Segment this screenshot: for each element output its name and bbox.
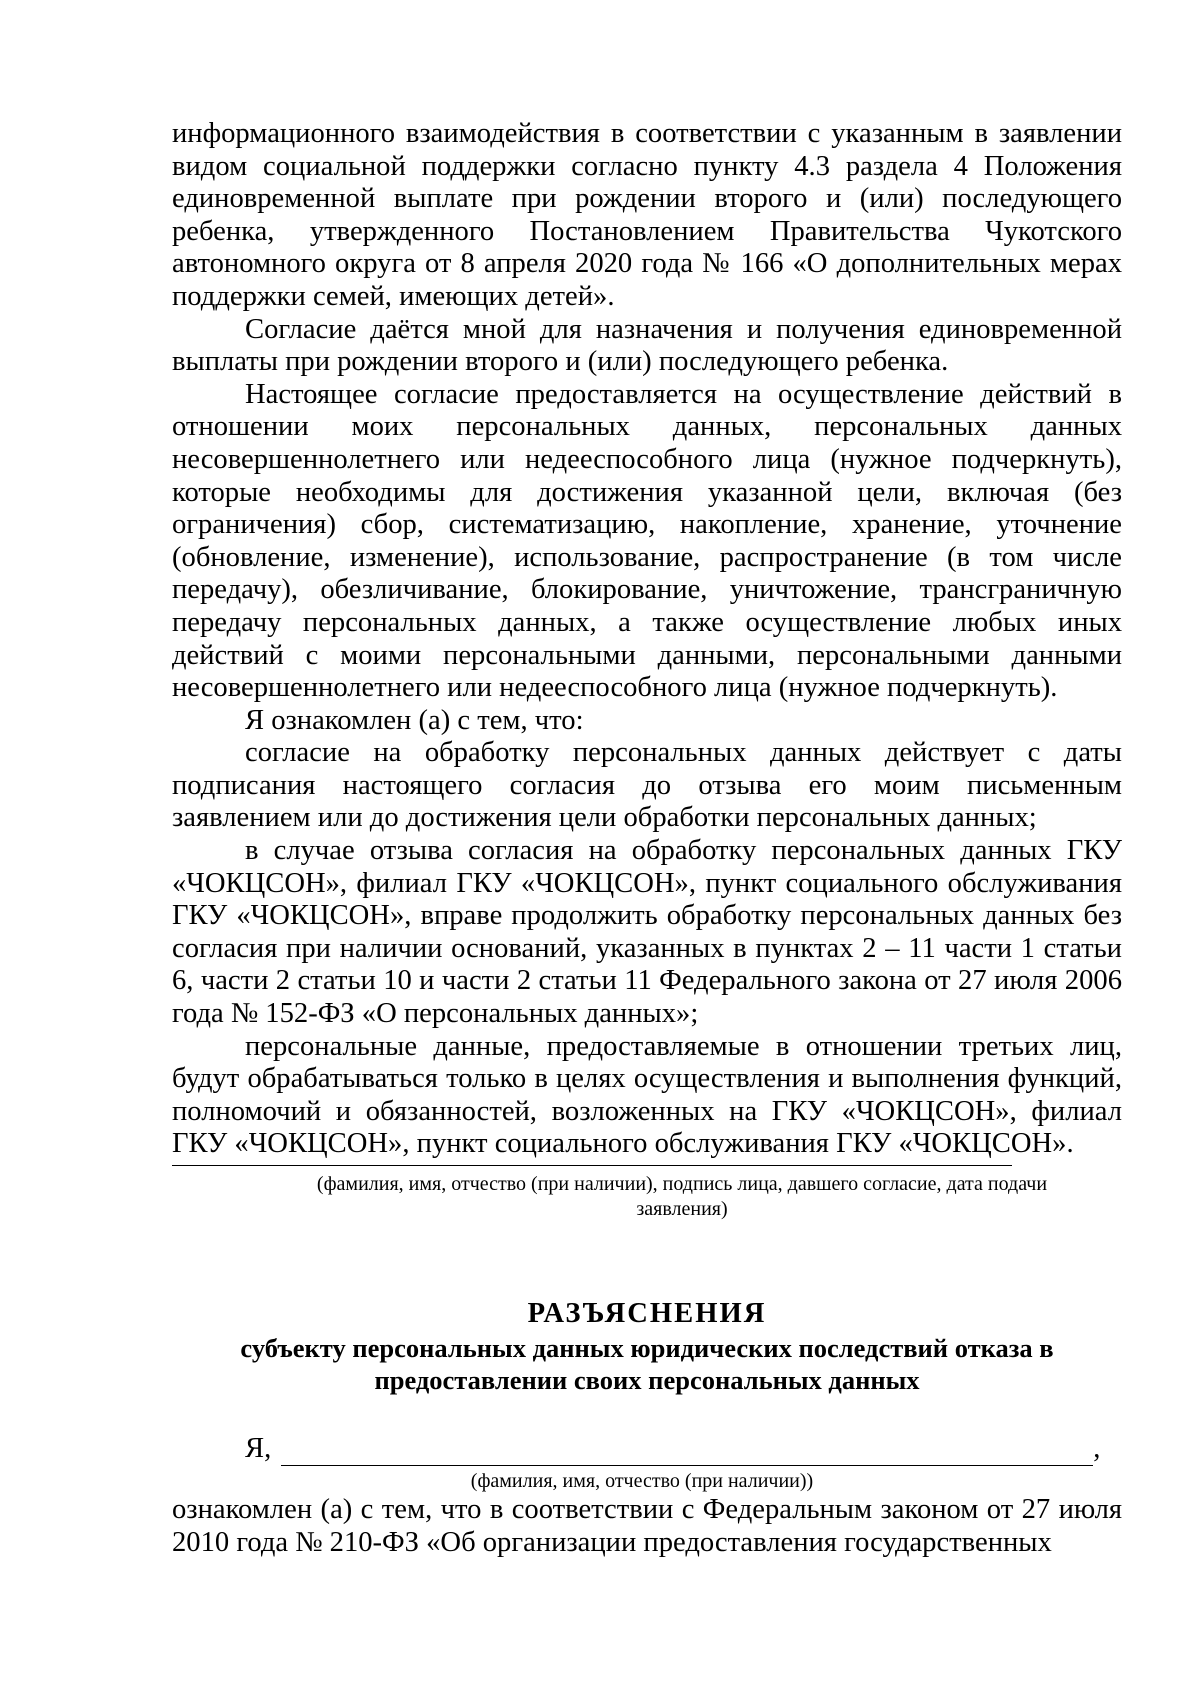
name-entry-row	[172, 1432, 1122, 1466]
paragraph-interaction: информационного взаимодействия в соответствии с указанным в заявлении видом социальной поддержки согласно пункту 4.3 раздела 4 Положения единовременной выплате при рождении второго и (или) последующего ребенка, утвержденного Постановлением Правительства Чукотского автономного округа от 8 апреля 2020 года № 166 «О дополнительных мерах поддержки семей, имеющих детей».	[172, 118, 1122, 312]
ya-comma: ,	[1093, 1433, 1101, 1465]
paragraph-third-parties: персональные данные, предоставляемые в отношении третьих лиц, будут обрабатываться только в целях осуществления и выполнения функций, полномочий и обязанностей, возложенных на ГКУ «ЧОКЦСОН», филиал ГКУ «ЧОКЦСОН», пункт социального обслуживания ГКУ «ЧОКЦСОН».	[172, 1030, 1122, 1160]
paragraph-consent-validity: согласие на обработку персональных данных действует с даты подписания настоящего согласия до отзыва его моим письменным заявлением или до достижения цели обработки персональных данных;	[172, 737, 1122, 834]
paragraph-consent-withdrawal: в случае отзыва согласия на обработку персональных данных ГКУ «ЧОКЦСОН», филиал ГКУ «ЧОКЦСОН», пункт социального обслуживания ГКУ «ЧОКЦСОН», вправе продолжить обработку персональных данных без согласия при наличии оснований, указанных в пунктах 2 – 11 части 1 статьи 6, части 2 статьи 10 и части 2 статьи 11 Федерального закона от 27 июля 2006 года № 152-ФЗ «О персональных данных»;	[172, 835, 1122, 1030]
fio-caption: (фамилия, имя, отчество (при наличии))	[470, 1470, 814, 1492]
ya-label: Я,	[245, 1433, 272, 1465]
signature-caption: (фамилия, имя, отчество (при наличии), подпись лица, давшего согласие, дата подачи заявления)	[316, 1173, 1048, 1220]
explanations-heading	[172, 1296, 1122, 1396]
explanations-subtitle: субъекту персональных данных юридических последствий отказа в предоставлении своих персональных данных	[240, 1333, 1054, 1395]
document-page	[172, 118, 1122, 1559]
signature-line	[172, 1165, 1012, 1166]
paragraph-acknowledged: Я ознакомлен (а) с тем, что:	[245, 704, 584, 736]
paragraph-law-210: ознакомлен (а) с тем, что в соответствии с Федеральным законом от 27 июля 2010 года № 210-ФЗ «Об организации предоставления государственных	[172, 1494, 1122, 1558]
name-blank-line	[281, 1443, 1093, 1466]
paragraph-consent-purpose: Согласие даётся мной для назначения и получения единовременной выплаты при рождении второго и (или) последующего ребенка.	[172, 313, 1122, 378]
explanations-title: РАЗЪЯСНЕНИЯ	[527, 1298, 767, 1329]
paragraph-consent-actions: Настоящее согласие предоставляется на осуществление действий в отношении моих персональных данных, персональных данных несовершеннолетнего или недееспособного лица (нужное подчеркнуть), которые необходимы для достижения указанной цели, включая (без ограничения) сбор, систематизацию, накопление, хранение, уточнение (обновление, изменение), использование, распространение (в том числе передачу), обезличивание, блокирование, уничтожение, трансграничную передачу персональных данных, а также осуществление любых иных действий с моими персональными данными, персональными данными несовершеннолетнего или недееспособного лица (нужное подчеркнуть).	[172, 378, 1122, 704]
